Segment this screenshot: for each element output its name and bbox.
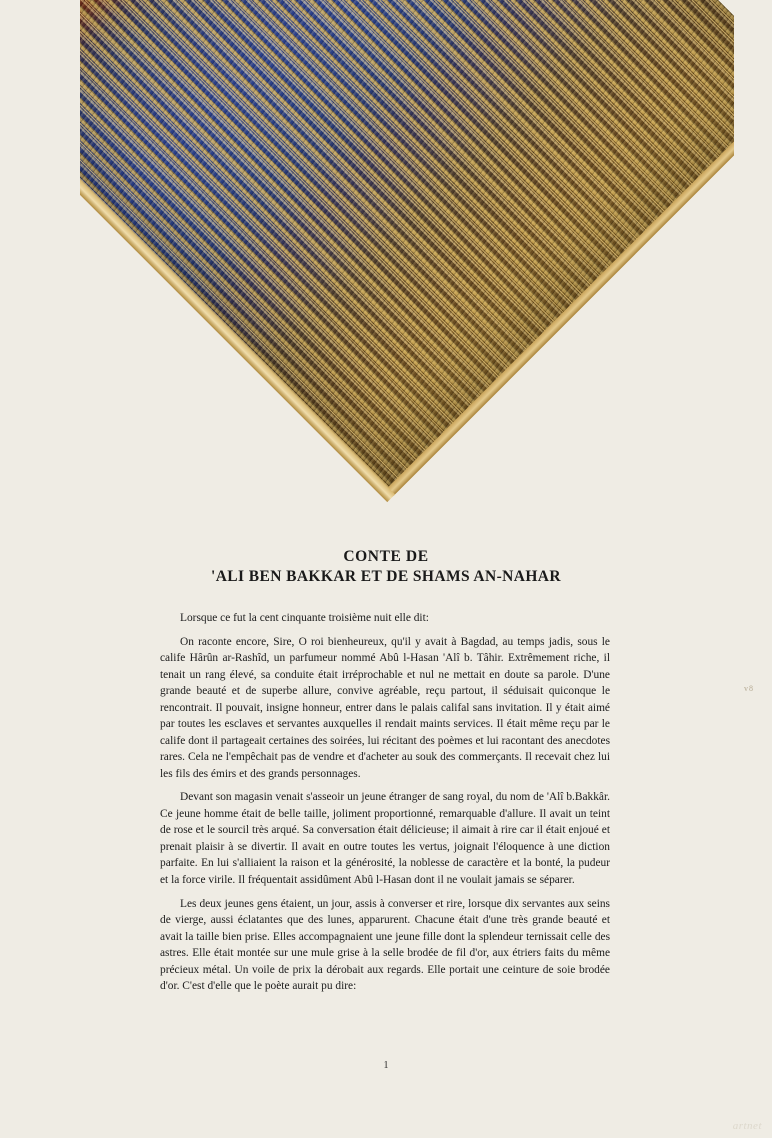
page-number: 1	[383, 1060, 389, 1071]
title-line-2: 'ALI BEN BAKKAR ET DE SHAMS AN-NAHAR	[211, 568, 561, 585]
page-title	[0, 548, 772, 586]
paragraph: Lorsque ce fut la cent cinquante troisième nuit elle dit:	[180, 612, 429, 624]
paragraph: On raconte encore, Sire, O roi bienheureux, qu'il y avait à Bagdad, au temps jadis, sous le calife Hârûn ar-Rashîd, un parfumeur nommé Abû l-Hasan 'Alî b. Tâhir. Extrêmement riche, il tenait un rang élevé, sa conduite était irréprochable et nul ne mettait en doute sa parole. D'une grande beauté et de superbe allure, convive agréable, reçu partout, il séduisait quiconque le rencontrait. Il pouvait, insigne honneur, entrer dans le palais califal sans invitation. Il y était aimé par toutes les esclaves et servantes auxquelles il rendait maints services. Il était même reçu par le calife dont il partageait certaines des soirées, lui récitant des poèmes et lui racontant des anecdotes rares. Cela ne l'empêchait pas de vendre et d'acheter au souk des commerçants. Il recevait chez lui les fils des émirs et des grands personnages.	[160, 635, 610, 780]
plate-script-texture	[0, 0, 772, 490]
calligraphy-plate	[0, 0, 772, 490]
margin-mark: v8	[744, 684, 754, 693]
artwork-right-margin	[734, 0, 772, 535]
title-line-1: CONTE DE	[343, 548, 429, 565]
paragraph: Les deux jeunes gens étaient, un jour, assis à converser et rire, lorsque dix servantes aux seins de vierge, aussi éclatantes que des lunes, apparurent. Chacune était d'une très grande beauté et avait la taille bien prise. Elles accompagnaient une jeune fille dont la splendeur ternissait celle des astres. Elle était montée sur une mule grise à la selle brodée de fil d'or, aux étriers faits du même précieux métal. Un voile de prix la dérobait aux regards. Elle portait une ceinture de soie brodée d'or. C'est d'elle que le poète aurait pu dire:	[160, 897, 610, 993]
artwork-left-margin	[0, 0, 80, 535]
paragraph: Devant son magasin venait s'asseoir un jeune étranger de sang royal, du nom de 'Alî b.Bakkâr. Ce jeune homme était de belle taille, joliment proportionné, remarquable d'allure. Il avait un teint de rose et le sourcil très arqué. Sa conversation était délicieuse; il aimait à rire car il était enjoué et prenait plaisir à se divertir. Il avait en outre toutes les vertus, joignait l'éloquence à une diction parfaite. En lui s'alliaient la raison et la générosité, la noblesse de caractère et la bonté, la pudeur et la force virile. Il fréquentait assidûment Abû l-Hasan dont il ne voulait jamais se séparer.	[160, 791, 610, 886]
artwork-illustration	[0, 0, 772, 535]
body-text	[160, 610, 610, 1002]
watermark-label: artnet	[732, 1120, 762, 1132]
